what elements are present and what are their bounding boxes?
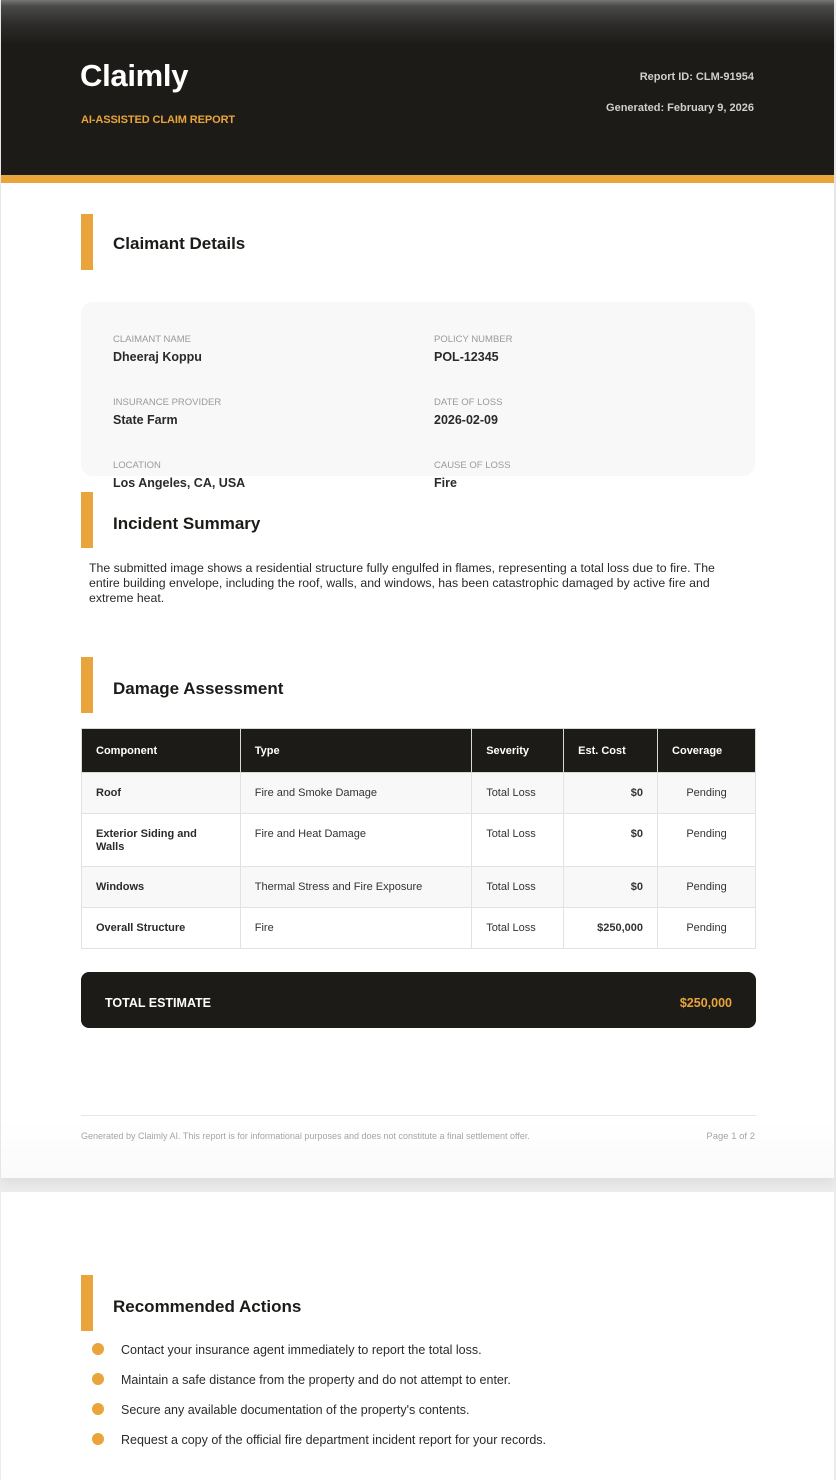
cell-component: Exterior Siding and Walls [82,814,241,867]
bullet-dot-icon [92,1403,104,1415]
report-header [1,0,834,175]
field-policy-number [434,334,512,364]
footer-disclaimer: Generated by Claimly AI. This report is for informational purposes and does not constitute a final settlement offer. [81,1131,530,1141]
total-estimate-value: $250,000 [679,996,732,1010]
table-row [82,814,756,867]
report-page-1 [1,0,834,1178]
field-insurance-provider [113,397,221,427]
action-text: Secure any available documentation of the property's contents. [121,1403,470,1417]
field-claimant-name [113,334,202,364]
cell-component: Roof [82,773,241,814]
cell-coverage: Pending [658,867,756,908]
field-value: 2026-02-09 [434,413,498,427]
column-header-type: Type [240,729,471,773]
field-label: CLAIMANT NAME [113,334,191,345]
section-title: Damage Assessment [113,679,284,698]
cell-coverage: Pending [658,908,756,949]
section-accent-bar [81,214,93,270]
section-accent-bar [81,657,93,713]
cell-coverage: Pending [658,773,756,814]
header-accent-divider [1,175,834,183]
cell-est-cost: $0 [564,867,658,908]
field-label: CAUSE OF LOSS [434,460,511,471]
cell-severity: Total Loss [472,867,564,908]
action-text: Maintain a safe distance from the property and do not attempt to enter. [121,1373,511,1387]
field-value: State Farm [113,413,178,427]
column-header-est-cost: Est. Cost [564,729,658,773]
cell-coverage: Pending [658,814,756,867]
page-number: Page 1 of 2 [706,1131,755,1142]
section-title: Recommended Actions [113,1297,302,1316]
footer-divider [81,1115,756,1116]
bullet-dot-icon [92,1373,104,1385]
cell-type: Fire and Heat Damage [240,814,471,867]
total-estimate-label: TOTAL ESTIMATE [105,996,212,1010]
field-label: INSURANCE PROVIDER [113,397,222,408]
field-location [113,460,245,490]
cell-severity: Total Loss [472,773,564,814]
field-value: Los Angeles, CA, USA [113,476,246,490]
cell-est-cost: $0 [564,814,658,867]
cell-type: Fire [240,908,471,949]
cell-est-cost: $250,000 [564,908,658,949]
field-value: Dheeraj Koppu [113,350,202,364]
table-row [82,773,756,814]
field-value: POL-12345 [434,350,499,364]
section-title: Incident Summary [113,514,261,533]
table-header-row [82,729,756,773]
table-row [82,867,756,908]
claimant-details-card [81,302,755,476]
brand-logo: Claimly [80,58,189,93]
action-text: Contact your insurance agent immediately to report the total loss. [121,1343,482,1357]
column-header-coverage: Coverage [658,729,756,773]
total-estimate-bar [81,972,756,1028]
cell-component: Overall Structure [82,908,241,949]
cell-type: Thermal Stress and Fire Exposure [240,867,471,908]
generated-date: Generated: February 9, 2026 [606,102,754,114]
cell-severity: Total Loss [472,814,564,867]
report-subtitle: AI-ASSISTED CLAIM REPORT [81,114,236,126]
section-title: Claimant Details [113,234,246,253]
report-page-2 [1,1192,834,1480]
bullet-dot-icon [92,1433,104,1445]
table-row [82,908,756,949]
cell-type: Fire and Smoke Damage [240,773,471,814]
cell-component: Windows [82,867,241,908]
section-accent-bar [81,1275,93,1331]
field-date-of-loss [434,397,502,427]
cell-est-cost: $0 [564,773,658,814]
incident-summary-text: The submitted image shows a residential structure fully engulfed in flames, representing a total loss due to fire. The entire building envelope, including the roof, walls, and windows, has been catastrophic damaged by active fire and extreme heat. [89,561,715,606]
cell-severity: Total Loss [472,908,564,949]
field-value: Fire [434,476,457,490]
action-text: Request a copy of the official fire department incident report for your records. [121,1433,546,1447]
section-accent-bar [81,492,93,548]
field-label: LOCATION [113,460,161,471]
field-label: POLICY NUMBER [434,334,513,345]
column-header-severity: Severity [472,729,564,773]
damage-assessment-table [81,728,756,949]
bullet-dot-icon [92,1343,104,1355]
field-label: DATE OF LOSS [434,397,503,408]
report-id: Report ID: CLM-91954 [639,71,754,83]
column-header-component: Component [82,729,241,773]
field-cause-of-loss [434,460,511,490]
